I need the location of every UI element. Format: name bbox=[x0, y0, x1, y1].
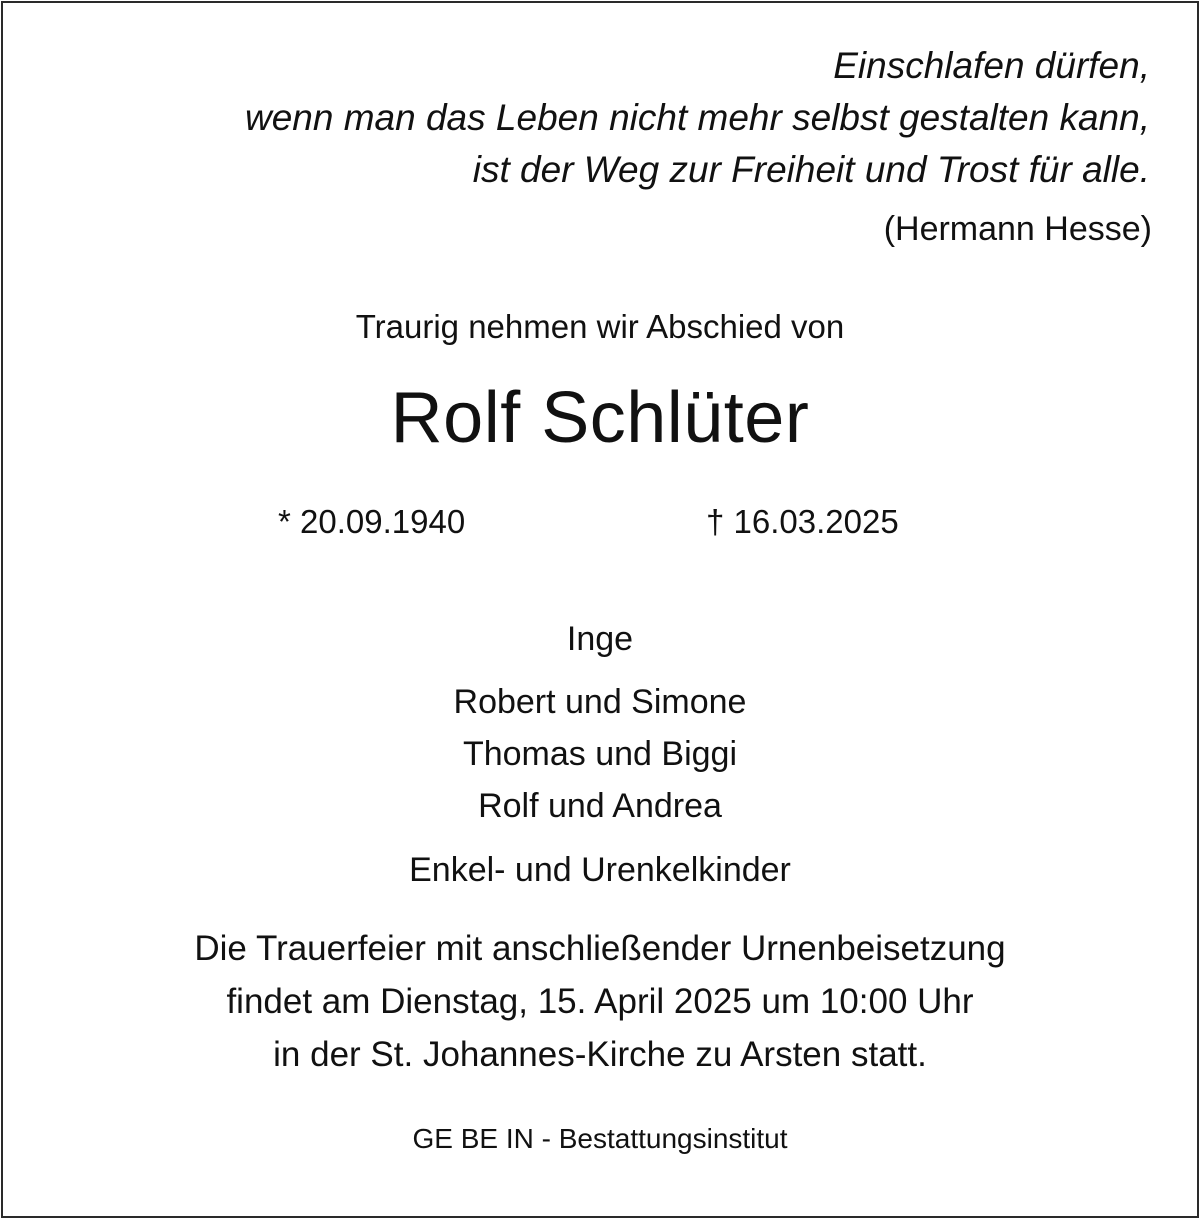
mourner: Enkel- und Urenkelkinder bbox=[409, 851, 791, 889]
intro-text: Traurig nehmen wir Abschied von bbox=[355, 308, 845, 345]
service-line: in der St. Johannes-Kirche zu Arsten statt. bbox=[273, 1035, 927, 1074]
undertaker: GE BE IN - Bestattungsinstitut bbox=[412, 1123, 788, 1154]
quote-line: Einschlafen dürfen, bbox=[833, 45, 1150, 86]
mourner: Robert und Simone bbox=[453, 683, 747, 721]
quote-line: ist der Weg zur Freiheit und Trost für alle. bbox=[472, 149, 1150, 190]
service-line: findet am Dienstag, 15. April 2025 um 10:00 Uhr bbox=[226, 982, 974, 1021]
death-date: † 16.03.2025 bbox=[706, 503, 899, 540]
quote-author: (Hermann Hesse) bbox=[883, 210, 1152, 248]
mourner: Rolf und Andrea bbox=[478, 787, 722, 825]
mourner: Thomas und Biggi bbox=[462, 735, 738, 773]
service-line: Die Trauerfeier mit anschließender Urnenbeisetzung bbox=[194, 929, 1006, 968]
quote bbox=[50, 40, 1150, 196]
mourner: Inge bbox=[566, 620, 634, 658]
service-info bbox=[0, 922, 1200, 1081]
deceased-name: Rolf Schlüter bbox=[390, 378, 810, 458]
quote-line: wenn man das Leben nicht mehr selbst gestalten kann, bbox=[244, 97, 1150, 138]
birth-date: * 20.09.1940 bbox=[278, 503, 466, 540]
